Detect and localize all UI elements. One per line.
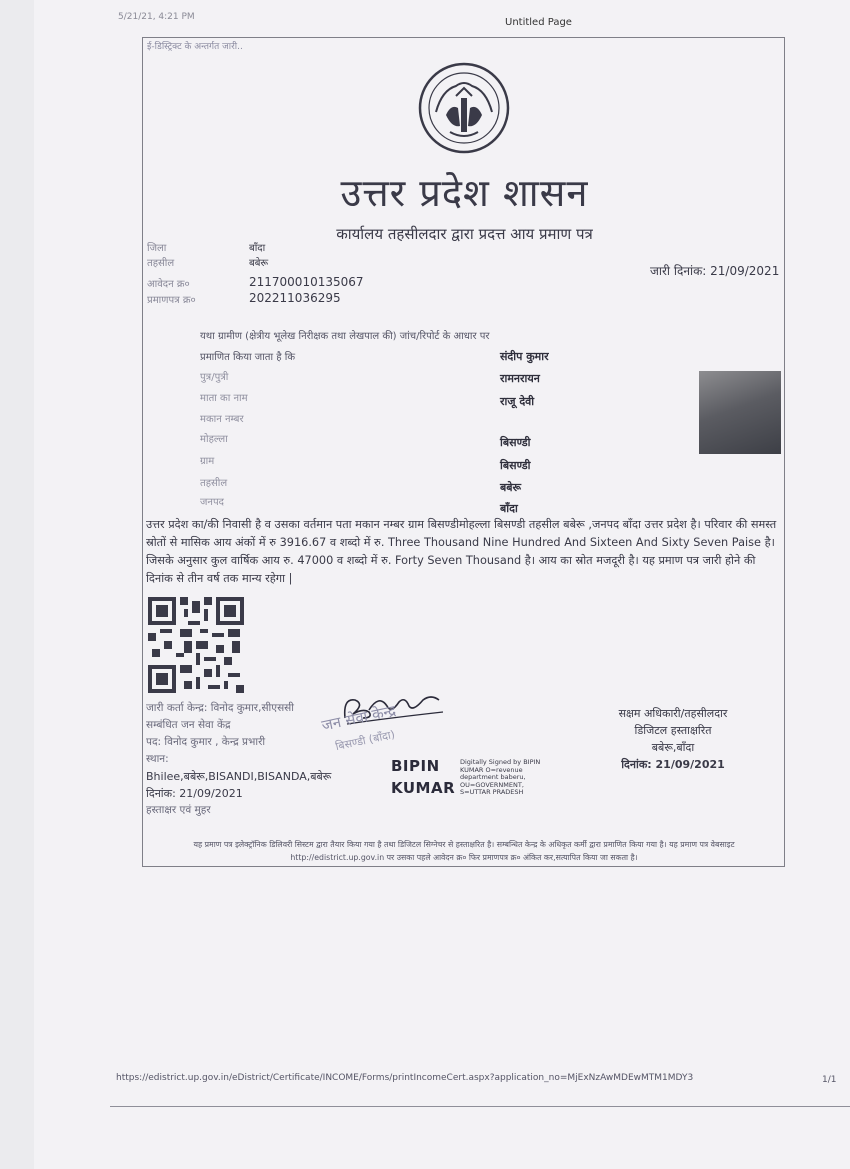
field-value-name: संदीप कुमार — [500, 350, 549, 363]
print-timestamp: 5/21/21, 4:21 PM — [118, 12, 195, 22]
meta-value-district: बाँदा — [249, 243, 266, 254]
scan-edge — [0, 0, 34, 1169]
up-government-emblem-icon — [416, 60, 512, 156]
print-page-title: Untitled Page — [505, 17, 572, 28]
field-value-mother: राजू देवी — [500, 395, 535, 408]
issuer-sign-seal: हस्ताक्षर एवं मुहर — [146, 804, 211, 816]
issuer-center-type: सम्बंधित जन सेवा केंद्र — [146, 719, 231, 731]
bottom-divider — [110, 1106, 850, 1107]
field-label-district: जनपद — [200, 497, 224, 508]
field-value-mohalla: बिसण्डी — [500, 436, 531, 449]
meta-label-application-no: आवेदन क्र० — [147, 279, 190, 290]
field-label-village: ग्राम — [200, 456, 215, 467]
issuer-center: जारी कर्ता केन्द्र: विनोद कुमार,सीएससी — [146, 702, 294, 714]
field-label-mother: माता का नाम — [200, 393, 248, 404]
applicant-photo — [699, 371, 781, 454]
issuer-place: Bhilee,बबेरू,BISANDI,BISANDA,बबेरू — [146, 770, 332, 783]
meta-value-tehsil: बबेरू — [249, 258, 269, 269]
officer-title: सक्षम अधिकारी/तहसीलदार — [618, 707, 728, 720]
sig-detail-line: OU=GOVERNMENT, — [460, 780, 524, 789]
field-label-son-daughter: पुत्र/पुत्री — [200, 372, 229, 383]
field-label-house-no: मकान नम्बर — [200, 414, 244, 425]
certificate-title: कार्यालय तहसीलदार द्वारा प्रदत्त आय प्रमाण पत्र — [336, 225, 593, 243]
issuer-place-label: स्थान: — [146, 753, 169, 765]
sig-detail-line: S=UTTAR PRADESH — [460, 788, 524, 796]
qr-code-icon — [148, 597, 244, 693]
print-page-number: 1/1 — [822, 1075, 837, 1085]
income-certificate — [142, 37, 785, 867]
issuer-post: पद: विनोद कुमार , केन्द्र प्रभारी — [146, 736, 266, 748]
certificate-body: उत्तर प्रदेश का/की निवासी है व उसका वर्तमान पता मकान नम्बर ग्राम बिसण्डीमोहल्ला बिसण्डी तहसील बबेरू ,जनपद बाँदा उत्तर प्रदेश है। परिवार की समस्त स्रोतों से मासिक आय अंकों में रु 3916.67 व शब्दो में रु. Three Thousand Nine Hundred And Sixteen And Sixty Seven Paise है। जिसके अनुसार कुल वार्षिक आय रु. 47000 व शब्दो में रु. Forty Seven Thousand है। आय का स्रोत मजदूरी है। यह प्रमाण पत्र जारी होने की दिनांक से तीन वर्ष तक मान्य रहेगा | — [146, 518, 777, 585]
digital-signature-detail — [460, 759, 540, 797]
field-label-mohalla: मोहल्ला — [200, 434, 228, 445]
sig-detail-line: Digitally Signed by BIPIN — [460, 758, 541, 766]
officer-date: दिनांक: 21/09/2021 — [621, 758, 725, 771]
field-value-tehsil: बबेरू — [500, 481, 522, 494]
field-value-district: बाँदा — [500, 502, 518, 515]
field-label-tehsil: तहसील — [200, 478, 228, 489]
csc-stamp-location: बिसण्डी (बाँदा) — [334, 727, 397, 754]
verification-note: यह प्रमाण पत्र इलेक्ट्रॉनिक डिलिवरी सिस्टम द्वारा तैयार किया गया है तथा डिजिटल सिग्नेचर से हस्ताक्षरित है। सम्बन्धित केन्द्र के अधिकृत कर्मी द्वारा प्रमाणित किया गया है। यह प्रमाण पत्र वेबसाइट http://edistrict.up.gov.in पर उसका पहले आवेदन क्र० फिर प्रमाणपत्र क्र० अंकित कर,सत्यापित किया जा सकता है। — [193, 840, 735, 862]
meta-value-application-no: 211700010135067 — [249, 275, 364, 289]
meta-label-tehsil: तहसील — [147, 258, 175, 269]
digital-signer-first-name: BIPIN — [391, 757, 440, 775]
field-value-village: बिसण्डी — [500, 459, 531, 472]
sig-detail-line: KUMAR O=revenue — [460, 765, 523, 774]
csc-stamp-text: जन सेवा केन्द्र — [319, 701, 398, 735]
field-value-father: रामनरायन — [500, 372, 540, 385]
digital-signer-last-name: KUMAR — [391, 779, 456, 797]
officer-place: बबेरू,बाँदा — [651, 741, 695, 754]
print-url: https://edistrict.up.gov.in/eDistrict/Certificate/INCOME/Forms/printIncomeCert.aspx?application_no=MjExNzAwMDEwMTM1MDY3 — [116, 1073, 694, 1083]
meta-value-certificate-no: 202211036295 — [249, 291, 341, 305]
edistrict-note: ई-डिस्ट्रिक्ट के अन्तर्गत जारी.. — [147, 42, 243, 52]
issue-date: जारी दिनांक: 21/09/2021 — [650, 264, 780, 278]
intro-line-1: यथा ग्रामीण (क्षेत्रीय भूलेख निरीक्षक तथा लेखपाल की) जांच/रिपोर्ट के आधार पर — [200, 331, 490, 342]
issuer-date: दिनांक: 21/09/2021 — [146, 787, 243, 800]
sig-detail-line: department baberu, — [460, 773, 526, 781]
officer-signed: डिजिटल हस्ताक्षरित — [634, 724, 712, 737]
intro-line-2: प्रमाणित किया जाता है कि — [200, 352, 296, 363]
meta-label-certificate-no: प्रमाणपत्र क्र० — [147, 295, 196, 306]
meta-label-district: जिला — [147, 243, 167, 254]
government-title: उत्तर प्रदेश शासन — [340, 171, 589, 215]
